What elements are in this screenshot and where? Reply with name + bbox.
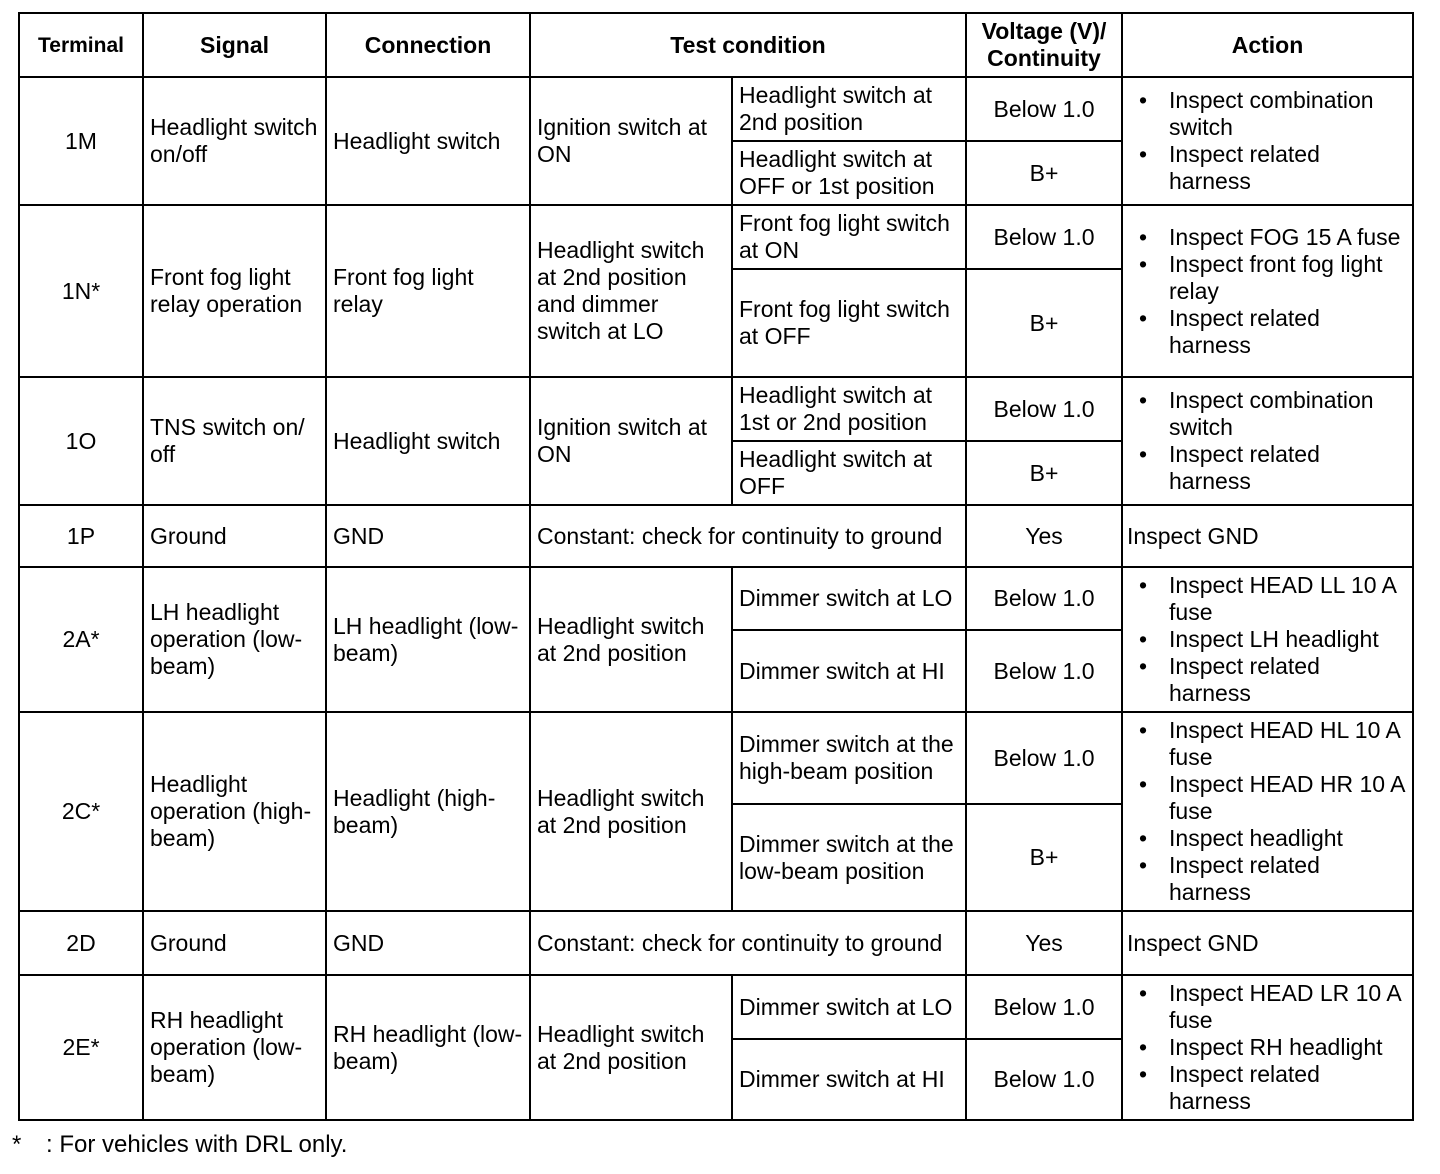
signal-cell: TNS switch on/ off — [143, 377, 326, 505]
signal-cell: RH headlight operation (low-beam) — [143, 975, 326, 1120]
table-row — [19, 505, 1413, 567]
voltage-cell: Below 1.0 — [966, 1039, 1122, 1120]
terminal-cell: 1O — [19, 377, 143, 505]
sub-condition-cell: Dimmer switch at HI — [732, 630, 966, 712]
action-cell — [1122, 77, 1413, 205]
table-row — [19, 712, 1413, 804]
sub-condition-cell: Dimmer switch at the low-beam position — [732, 804, 966, 911]
terminal-cell: 1M — [19, 77, 143, 205]
condition-cell: Constant: check for continuity to ground — [530, 505, 966, 567]
condition-cell: Ignition switch at ON — [530, 77, 732, 205]
sub-condition-cell: Dimmer switch at LO — [732, 975, 966, 1039]
sub-condition-cell: Dimmer switch at HI — [732, 1039, 966, 1120]
signal-cell: LH headlight operation (low-beam) — [143, 567, 326, 712]
action-list — [1127, 980, 1406, 1115]
voltage-cell: Yes — [966, 505, 1122, 567]
table-row — [19, 377, 1413, 441]
sub-condition-cell: Front fog light switch at ON — [732, 205, 966, 269]
header-connection: Connection — [326, 13, 530, 77]
condition-cell: Headlight switch at 2nd position — [530, 567, 732, 712]
connection-cell: Headlight (high-beam) — [326, 712, 530, 911]
action-item: • Inspect headlight — [1127, 825, 1406, 852]
voltage-cell: B+ — [966, 269, 1122, 377]
action-item: • Inspect front fog light relay — [1127, 251, 1406, 305]
connection-cell: Headlight switch — [326, 77, 530, 205]
action-list — [1127, 87, 1406, 195]
connection-cell: GND — [326, 505, 530, 567]
action-list — [1127, 387, 1406, 495]
action-item: • Inspect combination switch — [1127, 87, 1406, 141]
action-item: • Inspect combination switch — [1127, 387, 1406, 441]
header-test-condition: Test condition — [530, 13, 966, 77]
voltage-cell: Below 1.0 — [966, 205, 1122, 269]
table-row — [19, 205, 1413, 269]
connection-cell: Front fog light relay — [326, 205, 530, 377]
action-cell — [1122, 567, 1413, 712]
table-header-row — [19, 13, 1413, 77]
header-terminal: Terminal — [19, 13, 143, 77]
voltage-cell: Below 1.0 — [966, 77, 1122, 141]
terminal-inspection-table — [18, 12, 1414, 1121]
voltage-cell: Below 1.0 — [966, 712, 1122, 804]
condition-cell: Headlight switch at 2nd position and dimmer switch at LO — [530, 205, 732, 377]
action-item: • Inspect HEAD LR 10 A fuse — [1127, 980, 1406, 1034]
header-signal: Signal — [143, 13, 326, 77]
signal-cell: Front fog light relay operation — [143, 205, 326, 377]
condition-cell: Headlight switch at 2nd position — [530, 712, 732, 911]
sub-condition-cell: Headlight switch at OFF or 1st position — [732, 141, 966, 205]
header-voltage-line1: Voltage (V)/ — [981, 18, 1107, 44]
header-voltage-line2: Continuity — [987, 45, 1101, 71]
voltage-cell: Below 1.0 — [966, 567, 1122, 630]
action-item: • Inspect related harness — [1127, 141, 1406, 195]
connection-cell: LH headlight (low-beam) — [326, 567, 530, 712]
action-list — [1127, 224, 1406, 359]
terminal-cell: 2E* — [19, 975, 143, 1120]
action-item: • Inspect related harness — [1127, 305, 1406, 359]
action-cell: Inspect GND — [1122, 911, 1413, 975]
terminal-cell: 1P — [19, 505, 143, 567]
action-cell — [1122, 377, 1413, 505]
action-item: • Inspect HEAD HR 10 A fuse — [1127, 771, 1406, 825]
action-item: • Inspect HEAD HL 10 A fuse — [1127, 717, 1406, 771]
table-row — [19, 911, 1413, 975]
action-item: • Inspect related harness — [1127, 653, 1406, 707]
connection-cell: RH headlight (low-beam) — [326, 975, 530, 1120]
signal-cell: Ground — [143, 505, 326, 567]
action-cell: Inspect GND — [1122, 505, 1413, 567]
terminal-cell: 2D — [19, 911, 143, 975]
sub-condition-cell: Front fog light switch at OFF — [732, 269, 966, 377]
signal-cell: Ground — [143, 911, 326, 975]
header-voltage — [966, 13, 1122, 77]
terminal-cell: 1N* — [19, 205, 143, 377]
footnote-text: : For vehicles with DRL only. — [46, 1131, 348, 1158]
voltage-cell: B+ — [966, 141, 1122, 205]
connection-cell: Headlight switch — [326, 377, 530, 505]
signal-cell: Headlight operation (high-beam) — [143, 712, 326, 911]
action-item: • Inspect FOG 15 A fuse — [1127, 224, 1406, 251]
action-item: • Inspect HEAD LL 10 A fuse — [1127, 572, 1406, 626]
header-action: Action — [1122, 13, 1413, 77]
terminal-cell: 2C* — [19, 712, 143, 911]
table-row — [19, 567, 1413, 630]
sub-condition-cell: Headlight switch at 2nd position — [732, 77, 966, 141]
sub-condition-cell: Headlight switch at OFF — [732, 441, 966, 505]
connection-cell: GND — [326, 911, 530, 975]
signal-cell: Headlight switch on/off — [143, 77, 326, 205]
action-list — [1127, 572, 1406, 707]
terminal-cell: 2A* — [19, 567, 143, 712]
condition-cell: Headlight switch at 2nd position — [530, 975, 732, 1120]
footnote — [12, 1131, 347, 1159]
action-cell — [1122, 712, 1413, 911]
voltage-cell: Yes — [966, 911, 1122, 975]
footnote-mark: * — [12, 1131, 22, 1158]
sub-condition-cell: Dimmer switch at LO — [732, 567, 966, 630]
voltage-cell: B+ — [966, 441, 1122, 505]
sub-condition-cell: Dimmer switch at the high-beam position — [732, 712, 966, 804]
action-item: • Inspect RH headlight — [1127, 1034, 1406, 1061]
table-row — [19, 77, 1413, 141]
action-item: • Inspect related harness — [1127, 852, 1406, 906]
action-list — [1127, 717, 1406, 906]
voltage-cell: Below 1.0 — [966, 630, 1122, 712]
voltage-cell: Below 1.0 — [966, 975, 1122, 1039]
table-row — [19, 975, 1413, 1039]
voltage-cell: Below 1.0 — [966, 377, 1122, 441]
voltage-cell: B+ — [966, 804, 1122, 911]
condition-cell: Ignition switch at ON — [530, 377, 732, 505]
sub-condition-cell: Headlight switch at 1st or 2nd position — [732, 377, 966, 441]
action-item: • Inspect related harness — [1127, 1061, 1406, 1115]
action-cell — [1122, 975, 1413, 1120]
condition-cell: Constant: check for continuity to ground — [530, 911, 966, 975]
action-cell — [1122, 205, 1413, 377]
action-item: • Inspect LH headlight — [1127, 626, 1406, 653]
action-item: • Inspect related harness — [1127, 441, 1406, 495]
